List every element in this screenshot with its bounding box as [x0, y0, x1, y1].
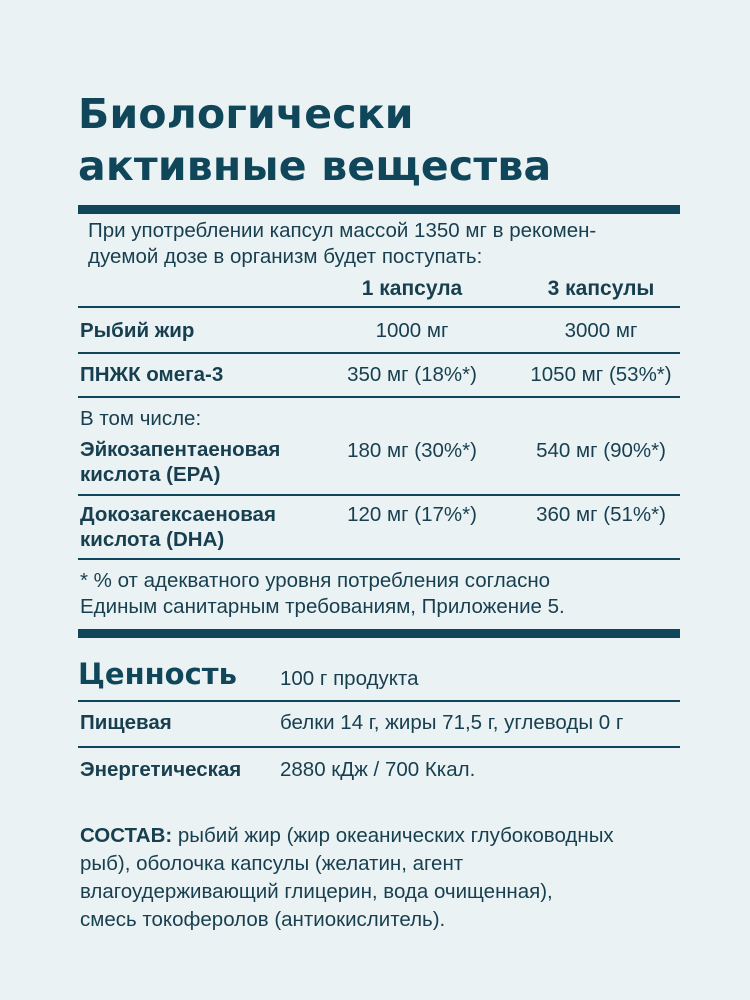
energy-label: Энергетическая [80, 758, 242, 781]
row-omega3-label: ПНЖК омега-3 [80, 363, 224, 386]
including-label: В том числе: [80, 407, 202, 430]
nutritional-value: белки 14 г, жиры 71,5 г, углеводы 0 г [280, 711, 624, 734]
top-divider [78, 205, 680, 214]
value-divider [78, 629, 680, 638]
value-title: Ценность [78, 657, 237, 691]
composition-label: СОСТАВ: [80, 824, 173, 847]
footnote-line-1: * % от адекватного уровня потребления согласно [80, 569, 551, 592]
row-omega3-1-capsule: 350 мг (18%*) [347, 363, 477, 386]
energy-value: 2880 кДж / 700 Ккал. [280, 758, 476, 781]
row-epa-1-capsule: 180 мг (30%*) [347, 439, 477, 462]
table-divider [78, 494, 680, 496]
row-dha-1-capsule: 120 мг (17%*) [347, 503, 477, 526]
column-header-3-capsules: 3 капсулы [547, 277, 655, 300]
table-divider [78, 306, 680, 308]
page-title [78, 88, 551, 192]
nutritional-label: Пищевая [80, 711, 172, 734]
row-dha-label-line-2: кислота (DHA) [80, 528, 225, 551]
row-dha-3-capsules: 360 мг (51%*) [536, 503, 666, 526]
composition-line-2: рыб), оболочка капсулы (желатин, агент [80, 852, 464, 875]
intro-line-2: дуемой дозе в организм будет поступать: [88, 245, 483, 268]
row-omega3-3-capsules: 1050 мг (53%*) [530, 363, 672, 386]
value-per-portion: 100 г продукта [280, 667, 419, 690]
column-header-1-capsule: 1 капсула [361, 277, 463, 300]
row-dha-label-line-1: Докозагексаеновая [80, 503, 276, 526]
title-line-1: Биологически [78, 90, 414, 138]
value-table-divider [78, 746, 680, 748]
row-epa-3-capsules: 540 мг (90%*) [536, 439, 666, 462]
intro-line-1: При употреблении капсул массой 1350 мг в рекомен- [88, 219, 597, 242]
table-divider [78, 396, 680, 398]
row-fish-oil-label: Рыбий жир [80, 319, 195, 342]
footnote-line-2: Единым санитарным требованиям, Приложение 5. [80, 595, 565, 618]
composition-line-4: смесь токоферолов (антиокислитель). [80, 908, 446, 931]
row-fish-oil-1-capsule: 1000 мг [375, 319, 449, 342]
row-epa-label-line-2: кислота (EPA) [80, 463, 221, 486]
composition-line-3: влагоудерживающий глицерин, вода очищенная), [80, 880, 553, 903]
composition-line-1 [80, 823, 614, 849]
row-epa-label-line-1: Эйкозапентаеновая [80, 438, 281, 461]
title-line-2: активные вещества [78, 142, 552, 190]
table-divider [78, 352, 680, 354]
table-divider [78, 558, 680, 560]
row-fish-oil-3-capsules: 3000 мг [564, 319, 638, 342]
value-table-divider [78, 700, 680, 702]
composition-text-1: рыбий жир (жир океанических глубоководных [172, 824, 614, 847]
